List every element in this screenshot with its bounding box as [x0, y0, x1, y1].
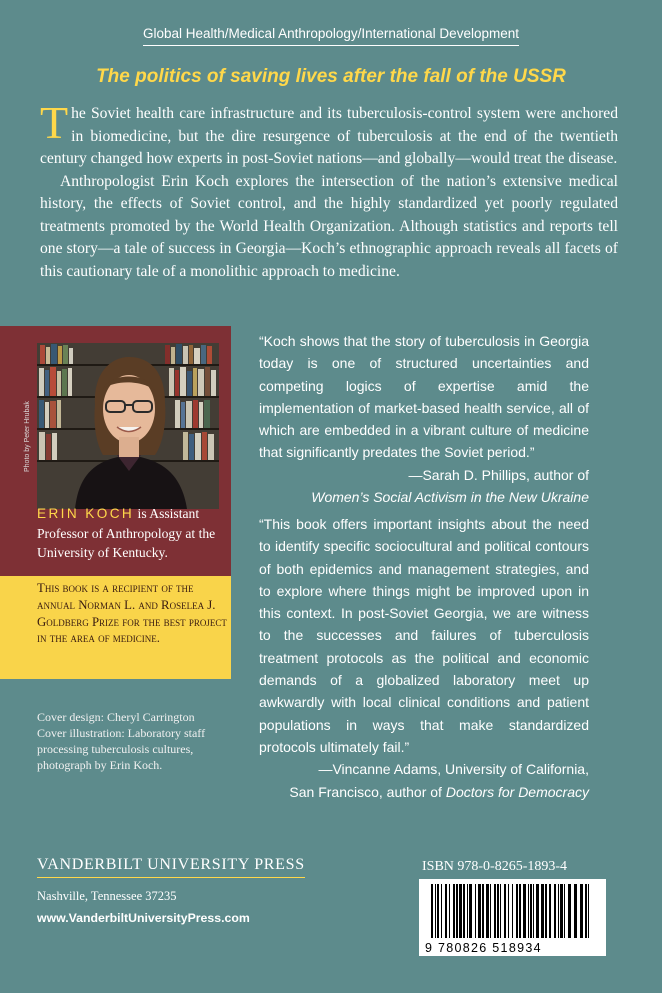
publisher-city: Nashville, Tennessee 37235 — [37, 889, 177, 903]
barcode-bars — [431, 884, 594, 938]
quote-text: “This book offers important insights about the need to identify specific sociocultural and political contours of both epidemics and management strategies, and to explore where things might be improved upon in this context. In post-Soviet Georgia, we are witness to the successes and failures of tuberculosis treatment protocols as the political and economic demands of a globalized laboratory meet up awkwardly with local clinical conditions and patient populations in ways that make standardized protocols ultimately fail.” — [259, 516, 589, 755]
quote-text: “Koch shows that the story of tuberculosis in Georgia today is one of structured uncertainties and competing logics of expertise amid the implementation of market-based health service, all of which are embedded in a vibrant culture of medicine that significantly predates the Soviet period.” — [259, 333, 589, 461]
barcode-digits: 9 780826 518934 — [425, 941, 542, 955]
endorsement-quote — [259, 330, 589, 508]
prize-text: This book is a recipient of the annual Norman L. and Roselea J. Goldberg Prize for the best project in the area of medicine. — [37, 581, 227, 646]
publisher-name: VANDERBILT UNIVERSITY PRESS — [37, 856, 305, 878]
cover-design-credit: Cover design: Cheryl Carrington — [37, 710, 195, 724]
description — [40, 97, 618, 283]
description-paragraph-1: The Soviet health care infrastructure and its tuberculosis-control system were anchored in biomedicine, but the dire resurgence of tuberculosis at the end of the twentieth century changed how experts in post-Soviet nations—and globally—would treat the disease. — [40, 97, 618, 167]
author-bio: ERIN KOCH is Assistant Professor of Anthropology at the University of Kentucky. — [37, 506, 216, 560]
photo-credit: Photo by Peter Hrubak — [24, 401, 31, 472]
endorsement-quote — [259, 513, 589, 803]
quote-attribution-line-2: San Francisco, author of Doctors for Democracy — [289, 783, 589, 800]
subject-category: Global Health/Medical Anthropology/International Development — [0, 26, 662, 46]
tagline: The politics of saving lives after the fall of the USSR — [96, 66, 566, 87]
publisher-website: www.VanderbiltUniversityPress.com — [37, 911, 250, 925]
cover-illustration-credit: Cover illustration: Laboratory staff processing tuberculosis cultures, photograph by Erin Koch. — [37, 726, 206, 772]
description-paragraph-2: Anthropologist Erin Koch explores the intersection of the nation’s extensive medical history, the effects of Soviet control, and the highly standardized yet poorly regulated treatments promoted by the World Health Organization. Although statistics and reports tell one story—a tale of success in Georgia—Koch’s ethnographic approach reveals all facets of this cautionary tale of a monolithic approach to medicine. — [40, 172, 618, 280]
quote-source-title: Women’s Social Activism in the New Ukraine — [311, 489, 589, 506]
drop-cap: T — [40, 97, 69, 148]
barcode — [419, 879, 606, 956]
quote-source-title: Doctors for Democracy — [445, 783, 589, 800]
cover-credits — [37, 709, 237, 773]
quote-attribution: —Sarah D. Phillips, author of — [408, 466, 589, 483]
quote-attribution: —Vincanne Adams, University of California, — [318, 761, 589, 778]
author-name: ERIN KOCH — [37, 506, 135, 521]
author-photo — [37, 343, 219, 509]
isbn: ISBN 978-0-8265-1893-4 — [422, 859, 568, 874]
